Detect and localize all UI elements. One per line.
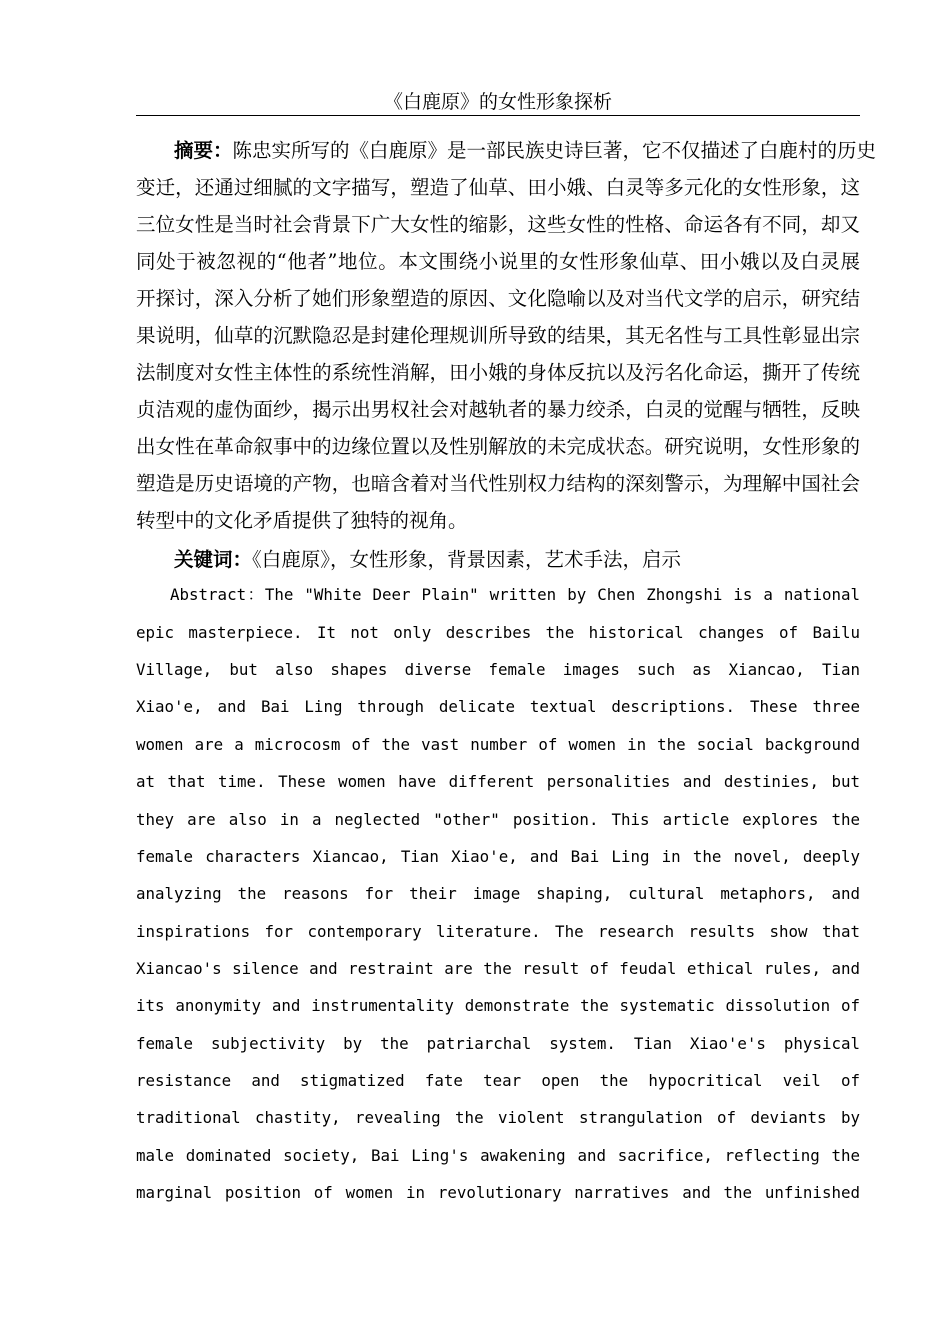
abstract-en-line: Village, but also shapes diverse female images such as Xiancao, Tian xyxy=(136,660,860,679)
keywords-label: 关键词： xyxy=(174,548,253,571)
abstract-en-line: inspirations for contemporary literature. The research results show that xyxy=(136,922,860,941)
keywords-text: 《白鹿原》，女性形象，背景因素，艺术手法，启示 xyxy=(252,548,682,571)
abstract-en-line: female subjectivity by the patriarchal system. Tian Xiao'e's physical xyxy=(136,1034,860,1053)
abstract-cn-line: 同处于被忽视的“他者”地位。本文围绕小说里的女性形象仙草、田小娥以及白灵展 xyxy=(136,250,860,273)
abstract-cn-line: 出女性在革命叙事中的边缘位置以及性别解放的未完成状态。研究说明，女性形象的 xyxy=(136,435,860,458)
abstract-en-line: male dominated society, Bai Ling's awakening and sacrifice, reflecting the xyxy=(136,1146,860,1165)
abstract-en-line: traditional chastity, revealing the violent strangulation of deviants by xyxy=(136,1108,860,1127)
abstract-cn-line: 变迁，还通过细腻的文字描写，塑造了仙草、田小娥、白灵等多元化的女性形象，这 xyxy=(136,176,860,199)
page-header-title: 《白鹿原》的女性形象探析 xyxy=(383,91,612,113)
abstract-en-line: marginal position of women in revolutionary narratives and the unfinished xyxy=(136,1183,860,1202)
abstract-en-line: Abstract：The "White Deer Plain" written by Chen Zhongshi is a national xyxy=(170,585,860,604)
header-divider xyxy=(136,115,860,116)
abstract-en-line: at that time. These women have different personalities and destinies, but xyxy=(136,772,860,791)
abstract-cn-line: 贞洁观的虚伪面纱，揭示出男权社会对越轨者的暴力绞杀，白灵的觉醒与牺牲，反映 xyxy=(136,398,860,421)
keywords-line xyxy=(174,541,860,578)
abstract-en-line: Xiao'e, and Bai Ling through delicate textual descriptions. These three xyxy=(136,697,860,716)
abstract-en-line: women are a microcosm of the vast number of women in the social background xyxy=(136,735,860,754)
abstract-en-line: epic masterpiece. It not only describes the historical changes of Bailu xyxy=(136,623,860,642)
abstract-en-line: resistance and stigmatized fate tear open the hypocritical veil of xyxy=(136,1071,860,1090)
abstract-cn-line: 塑造是历史语境的产物，也暗含着对当代性别权力结构的深刻警示，为理解中国社会 xyxy=(136,472,860,495)
abstract-cn-line: 开探讨，深入分析了她们形象塑造的原因、文化隐喻以及对当代文学的启示，研究结 xyxy=(136,287,860,310)
abstract-en-line: female characters Xiancao, Tian Xiao'e, and Bai Ling in the novel, deeply xyxy=(136,847,860,866)
abstract-en-line: its anonymity and instrumentality demonstrate the systematic dissolution of xyxy=(136,996,860,1015)
abstract-cn-line: 三位女性是当时社会背景下广大女性的缩影，这些女性的性格、命运各有不同，却又 xyxy=(136,213,860,236)
abstract-cn-line xyxy=(174,132,877,169)
abstract-en-line: analyzing the reasons for their image shaping, cultural metaphors, and xyxy=(136,884,860,903)
abstract-cn-label: 摘要： xyxy=(174,139,233,162)
abstract-cn-line: 转型中的文化矛盾提供了独特的视角。 xyxy=(136,509,468,532)
abstract-cn-line: 法制度对女性主体性的系统性消解，田小娥的身体反抗以及污名化命运，撕开了传统 xyxy=(136,361,860,384)
abstract-cn-line: 果说明，仙草的沉默隐忍是封建伦理规训所导致的结果，其无名性与工具性彰显出宗 xyxy=(136,324,860,347)
abstract-en-line: they are also in a neglected "other" position. This article explores the xyxy=(136,810,860,829)
abstract-en-line: Xiancao's silence and restraint are the result of feudal ethical rules, and xyxy=(136,959,860,978)
abstract-cn-text: 陈忠实所写的《白鹿原》是一部民族史诗巨著，它不仅描述了白鹿村的历史 xyxy=(232,139,877,162)
